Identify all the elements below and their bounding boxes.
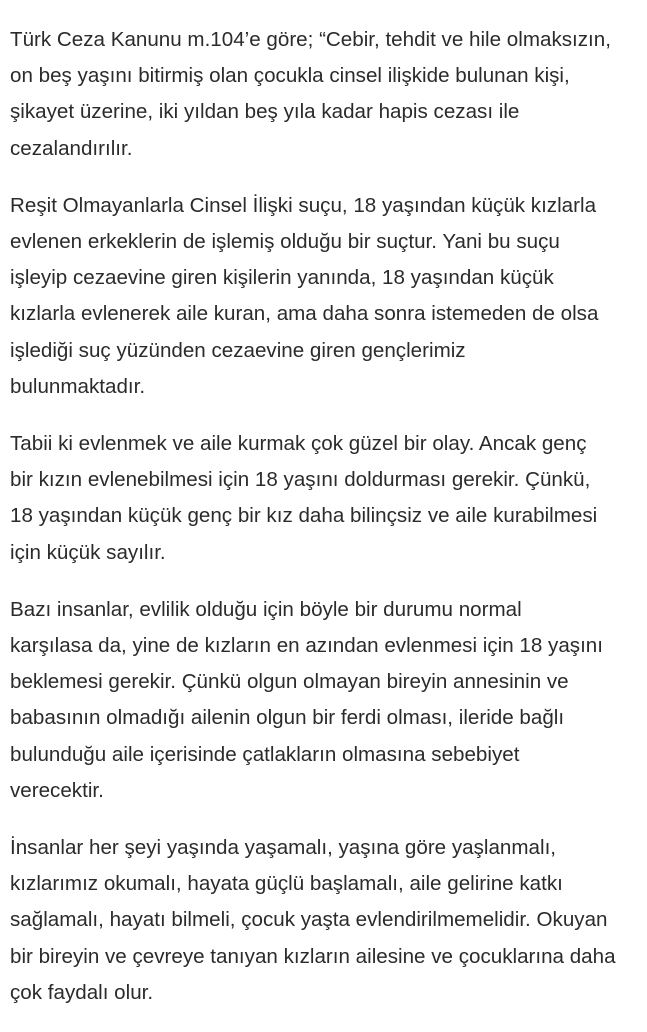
article-body xyxy=(10,22,640,1032)
paragraph-3 xyxy=(10,426,640,571)
text-line: bir bireyin ve çevreye tanıyan kızların ailesine ve çocuklarına daha xyxy=(10,944,616,968)
text-line: Türk Ceza Kanunu m.104’e göre; “Cebir, tehdit ve hile olmaksızın, xyxy=(10,28,611,51)
paragraph-4 xyxy=(10,592,640,809)
text-line: Bazı insanlar, evlilik olduğu için böyle bir durumu normal xyxy=(10,597,522,621)
text-line: Reşit Olmayanlarla Cinsel İlişki suçu, 18 yaşından küçük kızlarla xyxy=(10,193,597,217)
text-line: babasının olmadığı ailenin olgun bir ferdi olması, ileride bağlı xyxy=(10,706,565,730)
text-line: karşılasa da, yine de kızların en azından evlenmesi için 18 yaşını xyxy=(10,634,603,658)
text-line: bulunmaktadır. xyxy=(10,374,146,398)
text-line: evlenen erkeklerin de işlemiş olduğu bir suçtur. Yani bu suçu xyxy=(10,230,560,254)
text-line: 18 yaşından küçük genç bir kız daha bilinçsiz ve aile kurabilmesi xyxy=(10,504,598,528)
text-line: kızlarla evlenerek aile kuran, ama daha sonra istemeden de olsa xyxy=(10,302,599,326)
text-line: on beş yaşını bitirmiş olan çocukla cinsel ilişkide bulunan kişi, xyxy=(10,64,570,88)
text-line: İnsanlar her şeyi yaşında yaşamalı, yaşına göre yaşlanmalı, xyxy=(10,836,557,860)
text-line: için küçük sayılır. xyxy=(10,540,166,564)
paragraph-1 xyxy=(10,22,640,167)
text-line: bir kızın evlenebilmesi için 18 yaşını doldurması gerekir. Çünkü, xyxy=(10,468,591,492)
text-line: kızlarımız okumalı, hayata güçlü başlamalı, aile gelirine katkı xyxy=(10,872,563,896)
text-line: sağlamalı, hayatı bilmeli, çocuk yaşta evlendirilmemelidir. Okuyan xyxy=(10,908,608,932)
paragraph-5 xyxy=(10,830,640,1011)
text-line: bulunduğu aile içerisinde çatlakların olmasına sebebiyet xyxy=(10,742,520,766)
text-line: işlediği suç yüzünden cezaevine giren gençlerimiz xyxy=(10,338,466,362)
text-line: işleyip cezaevine giren kişilerin yanında, 18 yaşından küçük xyxy=(10,266,554,290)
text-line: çok faydalı olur. xyxy=(10,980,154,1004)
text-line: verecektir. xyxy=(10,778,104,802)
text-line: Tabii ki evlenmek ve aile kurmak çok güzel bir olay. Ancak genç xyxy=(10,432,587,456)
text-line: cezalandırılır. xyxy=(10,136,133,160)
paragraph-2 xyxy=(10,188,640,405)
text-line: beklemesi gerekir. Çünkü olgun olmayan bireyin annesinin ve xyxy=(10,670,569,694)
text-line: şikayet üzerine, iki yıldan beş yıla kadar hapis cezası ile xyxy=(10,100,520,124)
